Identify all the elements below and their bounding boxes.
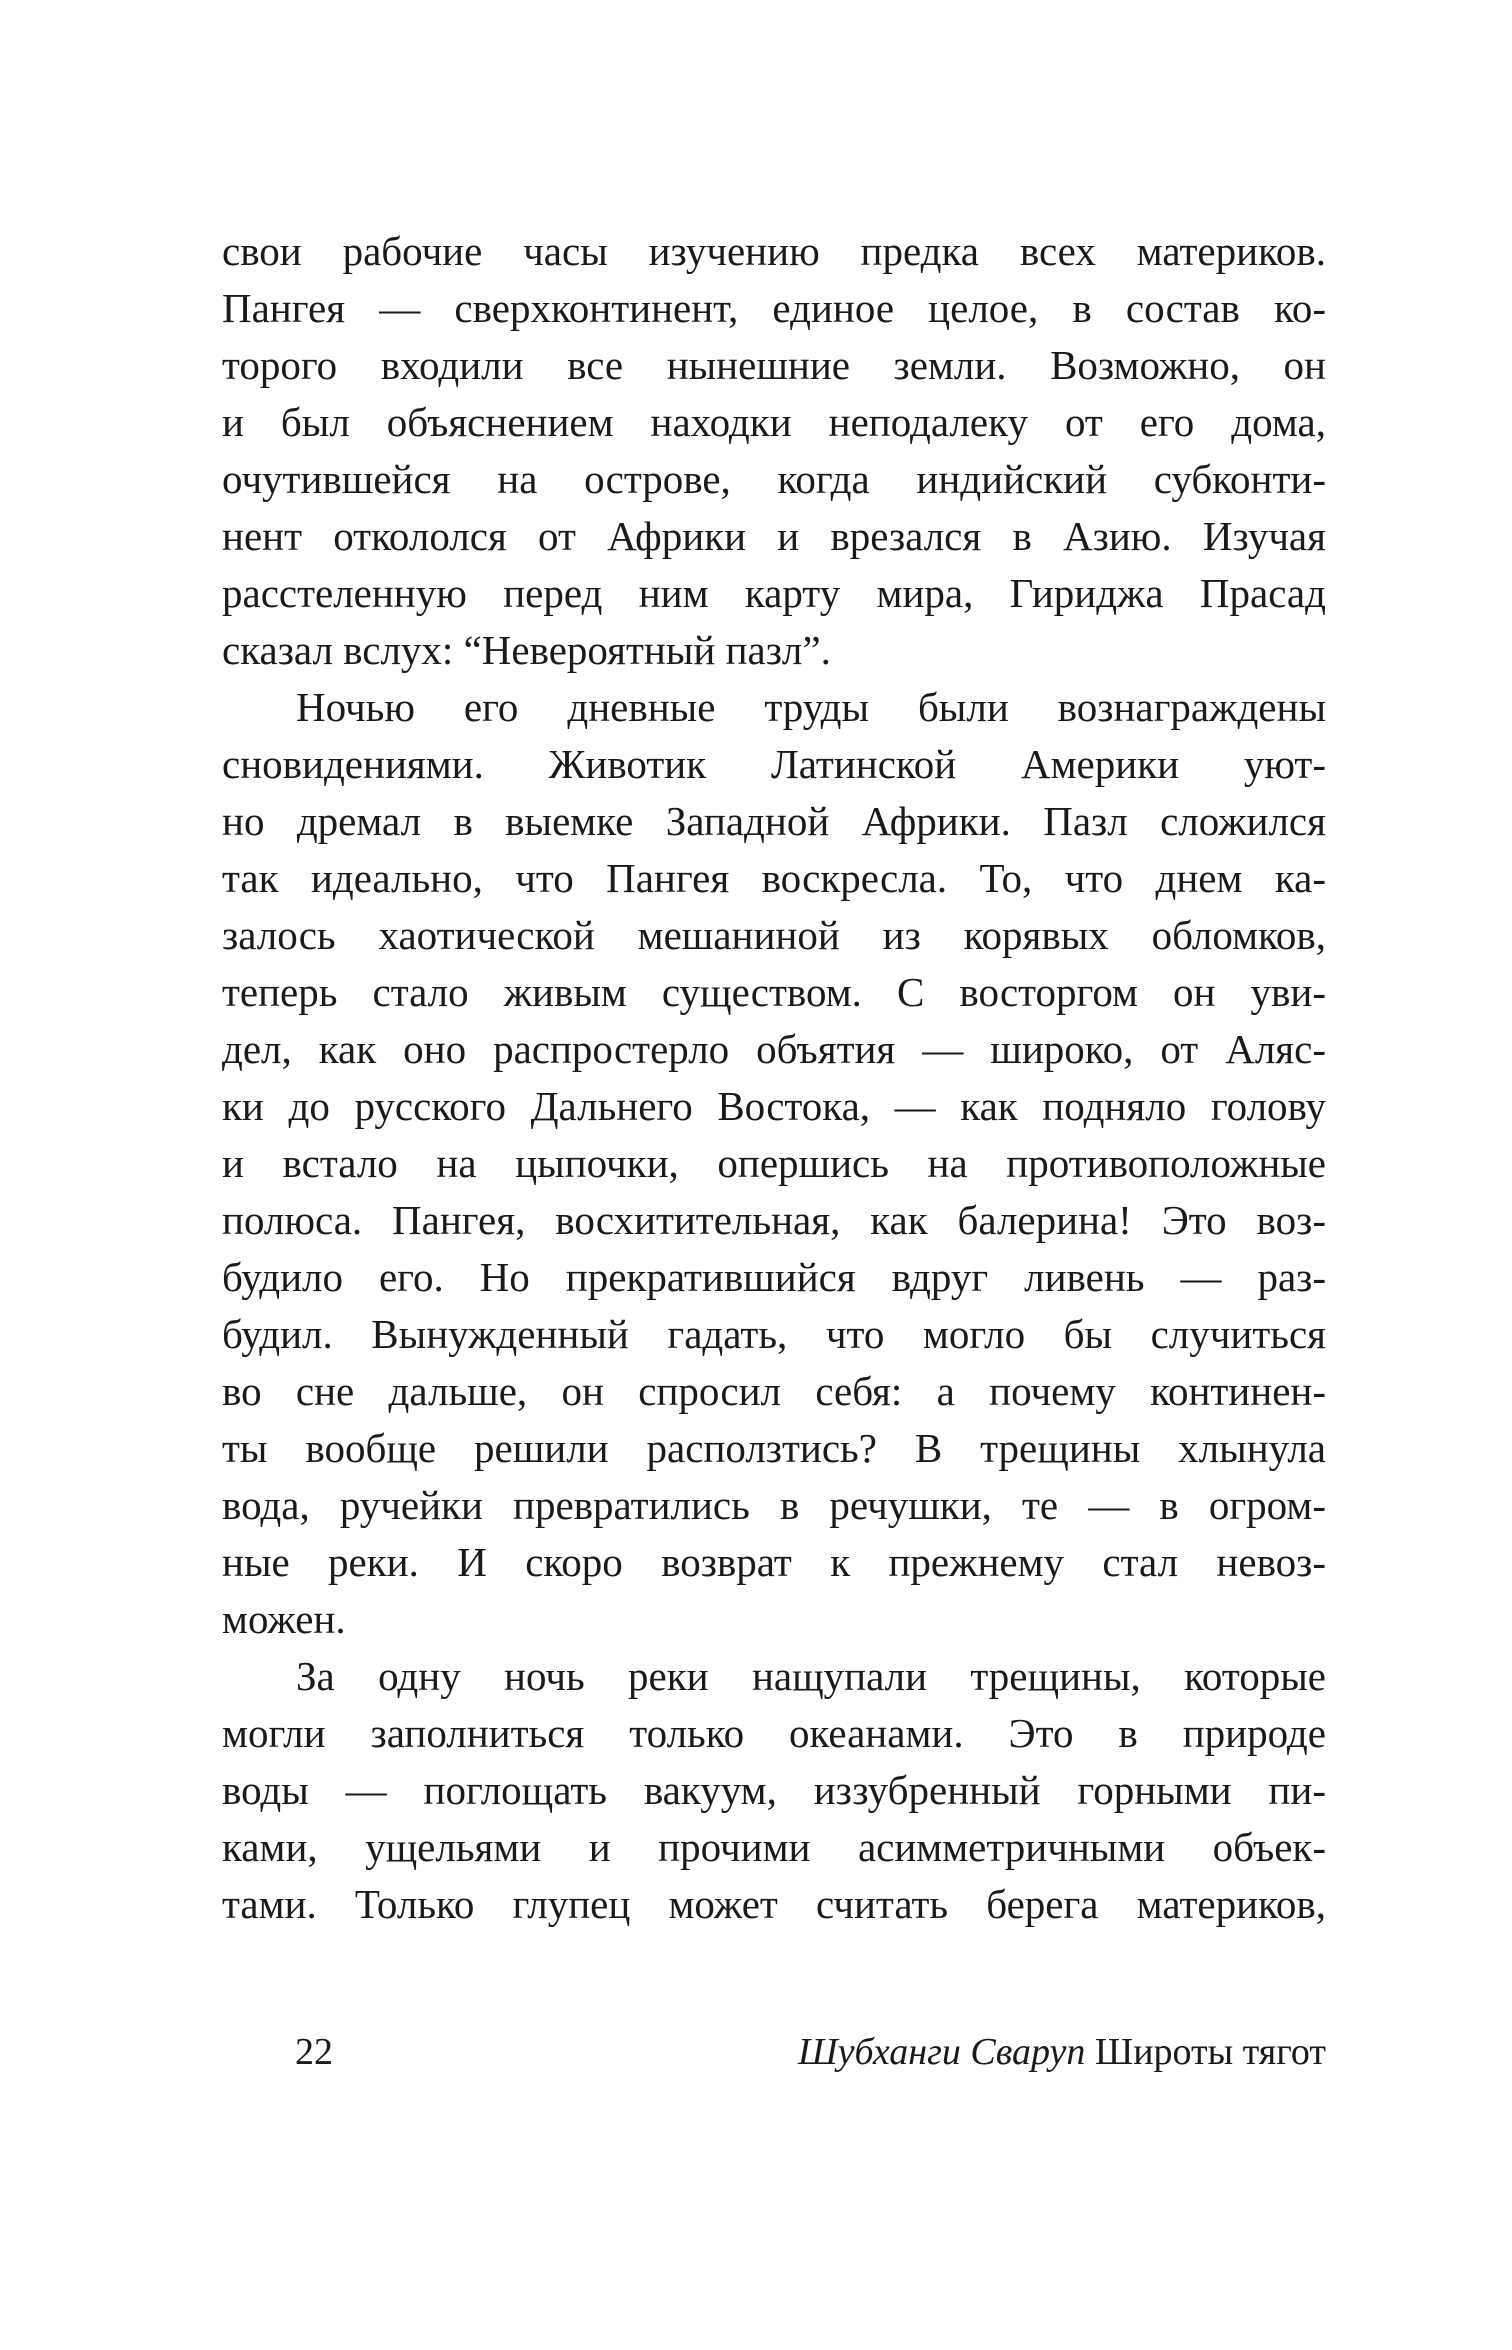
text-line: полюса. Пангея, восхитительная, как балерина! Это воз- bbox=[222, 1197, 1326, 1243]
text-line: Ночью его дневные труды были вознаграждены bbox=[296, 684, 1326, 730]
text-line: вода, ручейки превратились в речушки, те — в огром- bbox=[222, 1482, 1326, 1528]
text-line: так идеально, что Пангея воскресла. То, что днем ка- bbox=[222, 855, 1326, 901]
text-line: ные реки. И скоро возврат к прежнему стал невоз- bbox=[222, 1539, 1326, 1585]
text-line: дел, как оно распростерло объятия — широко, от Аляс- bbox=[222, 1026, 1326, 1072]
text-line: но дремал в выемке Западной Африки. Пазл сложился bbox=[222, 798, 1326, 844]
text-line: свои рабочие часы изучению предка всех материков. bbox=[222, 228, 1326, 274]
body-text bbox=[222, 223, 1326, 1933]
text-line: могли заполниться только океанами. Это в природе bbox=[222, 1710, 1326, 1756]
text-line: будил. Вынужденный гадать, что могло бы случиться bbox=[222, 1311, 1326, 1357]
running-head-title: Широты тягот bbox=[1094, 2031, 1326, 2073]
paragraph bbox=[222, 679, 1326, 1648]
text-line: тами. Только глупец может считать берега материков, bbox=[222, 1881, 1326, 1927]
text-line: расстеленную перед ним карту мира, Гириджа Прасад bbox=[222, 570, 1326, 616]
text-line: сказал вслух: “Невероятный пазл”. bbox=[222, 627, 831, 673]
text-line: можен. bbox=[222, 1596, 346, 1642]
page-number: 22 bbox=[295, 2031, 333, 2073]
running-head-author: Шубханги Сваруп bbox=[798, 2031, 1086, 2073]
text-line: очутившейся на острове, когда индийский субконти- bbox=[222, 456, 1326, 502]
text-line: воды — поглощать вакуум, иззубренный горными пи- bbox=[222, 1767, 1326, 1813]
paragraph bbox=[222, 1648, 1326, 1933]
text-line: ками, ущельями и прочими асимметричными объек- bbox=[222, 1824, 1326, 1870]
text-line: За одну ночь реки нащупали трещины, которые bbox=[296, 1653, 1326, 1699]
text-line: будило его. Но прекратившийся вдруг ливень — раз- bbox=[222, 1254, 1326, 1300]
text-line: во сне дальше, он спросил себя: а почему континен- bbox=[222, 1368, 1326, 1414]
page-footer bbox=[222, 2024, 1326, 2081]
text-line: торого входили все нынешние земли. Возможно, он bbox=[222, 342, 1326, 388]
text-line: и встало на цыпочки, опершись на противоположные bbox=[222, 1140, 1326, 1186]
paragraph bbox=[222, 223, 1326, 679]
running-head bbox=[798, 2024, 1326, 2081]
text-line: ки до русского Дальнего Востока, — как подняло голову bbox=[222, 1083, 1326, 1129]
text-line: сновидениями. Животик Латинской Америки уют- bbox=[222, 741, 1326, 787]
text-line: и был объяснением находки неподалеку от его дома, bbox=[222, 399, 1326, 445]
text-line: нент откололся от Африки и врезался в Азию. Изучая bbox=[222, 513, 1326, 559]
text-line: залось хаотической мешаниной из корявых обломков, bbox=[222, 912, 1326, 958]
text-line: ты вообще решили расползтись? В трещины хлынула bbox=[222, 1425, 1326, 1471]
text-line: Пангея — сверхконтинент, единое целое, в состав ко- bbox=[222, 285, 1326, 331]
text-line: теперь стало живым существом. С восторгом он уви- bbox=[222, 969, 1326, 1015]
